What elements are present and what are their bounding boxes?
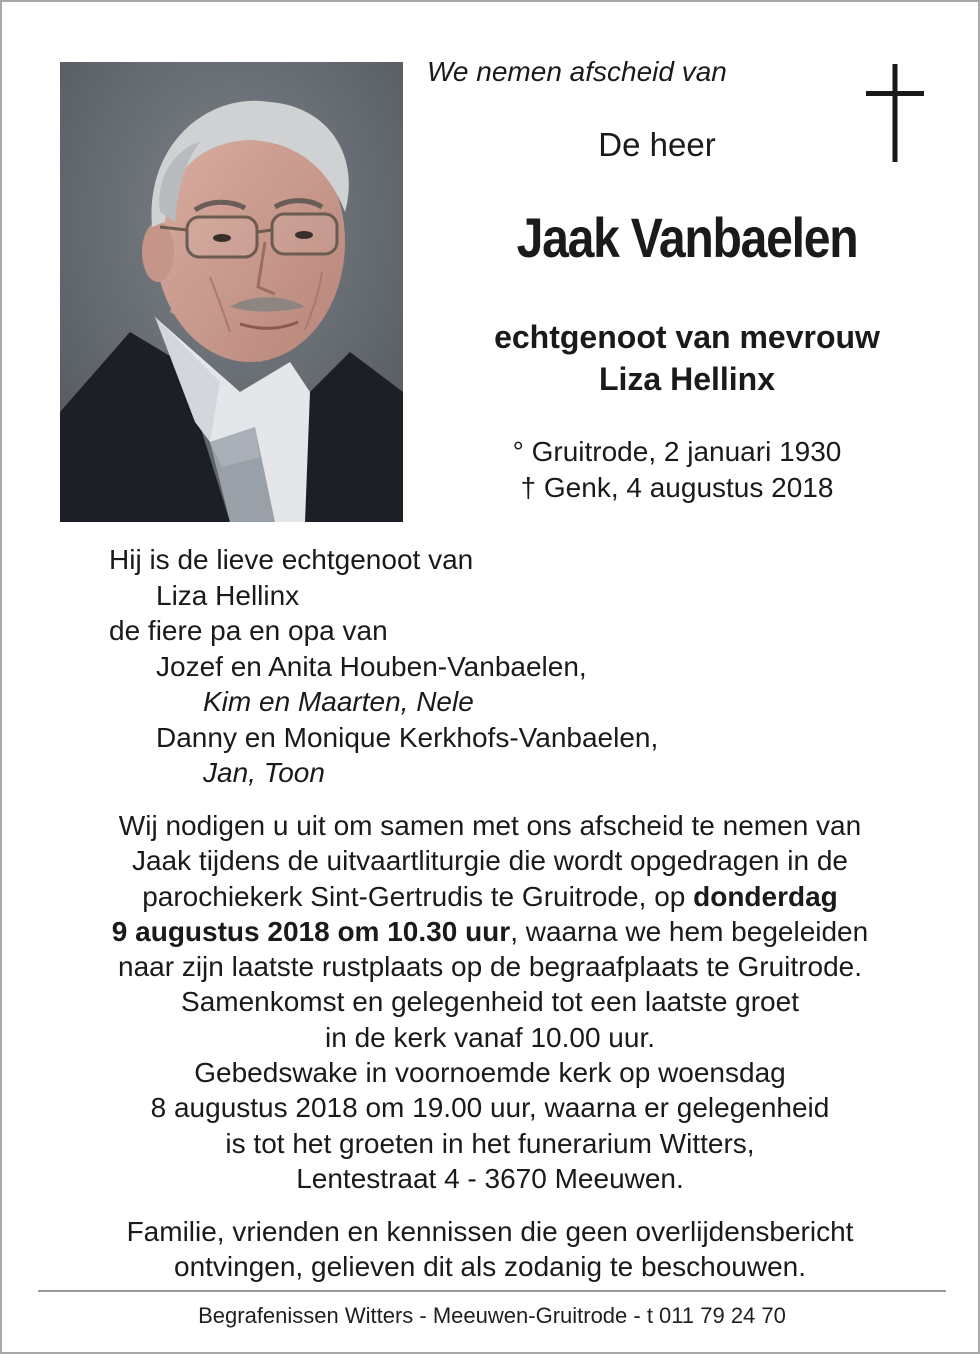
ceremony-line: [32, 879, 948, 914]
death-date-line: [442, 470, 912, 506]
family-line-grandchildren: Jan, Toon: [203, 757, 325, 788]
ceremony-details: [32, 808, 948, 1196]
family-line-grandchildren: Kim en Maarten, Nele: [203, 686, 474, 717]
family-list: [109, 542, 658, 791]
ceremony-line: [32, 914, 948, 949]
ceremony-line: is tot het groeten in het funerarium Witters,: [225, 1127, 755, 1159]
latin-cross-icon: [866, 64, 924, 162]
closing-note: [32, 1214, 948, 1284]
ceremony-day: donderdag: [693, 880, 838, 912]
ceremony-text: parochiekerk Sint-Gertrudis te Gruitrode, op: [142, 880, 694, 912]
ceremony-line: Samenkomst en gelegenheid tot een laatste groet: [181, 986, 799, 1018]
spouse-name: Liza Hellinx: [598, 361, 776, 397]
ceremony-line: Gebedswake in voornoemde kerk op woensdag: [194, 1057, 786, 1089]
ceremony-line: Lentestraat 4 - 3670 Meeuwen.: [296, 1162, 684, 1194]
family-line: de fiere pa en opa van: [109, 615, 388, 646]
ceremony-datetime: 9 augustus 2018 om 10.30 uur: [111, 915, 511, 947]
ceremony-line: 8 augustus 2018 om 19.00 uur, waarna er gelegenheid: [150, 1092, 830, 1124]
life-dates: [442, 434, 912, 506]
portrait-photo: [60, 62, 403, 522]
family-line: Jozef en Anita Houben-Vanbaelen,: [156, 650, 587, 682]
deceased-name: Jaak Vanbaelen: [516, 206, 858, 269]
honorific: De heer: [598, 126, 716, 163]
dagger-icon: †: [520, 472, 537, 503]
ceremony-line: Jaak tijdens de uitvaartliturgie die wordt opgedragen in de: [131, 845, 848, 877]
family-line: Danny en Monique Kerkhofs-Vanbaelen,: [156, 721, 659, 753]
closing-line: ontvingen, gelieven dit als zodanig te beschouwen.: [174, 1251, 806, 1282]
closing-line: Familie, vrienden en kennissen die geen overlijdensbericht: [126, 1216, 854, 1247]
ceremony-line: Wij nodigen u uit om samen met ons afscheid te nemen van: [118, 810, 862, 841]
ceremony-text: , waarna we hem begeleiden: [510, 915, 869, 947]
family-line: Hij is de lieve echtgenoot van: [109, 544, 474, 575]
spouse-line-1: echtgenoot van mevrouw: [494, 319, 880, 355]
portrait-illustration: [60, 62, 403, 522]
ceremony-line: naar zijn laatste rustplaats op de begraafplaats te Gruitrode.: [118, 951, 862, 983]
family-line: Liza Hellinx: [156, 579, 300, 611]
death-date: Genk, 4 augustus 2018: [536, 472, 834, 503]
birth-date: ° Gruitrode, 2 januari 1930: [512, 436, 842, 467]
footer-funeral-home: Begrafenissen Witters - Meeuwen-Gruitrode - t 011 79 24 70: [198, 1303, 786, 1328]
ceremony-line: in de kerk vanaf 10.00 uur.: [325, 1021, 655, 1053]
intro-text: We nemen afscheid van: [427, 56, 727, 87]
footer-divider: [38, 1290, 946, 1292]
spouse-block: [432, 316, 942, 400]
